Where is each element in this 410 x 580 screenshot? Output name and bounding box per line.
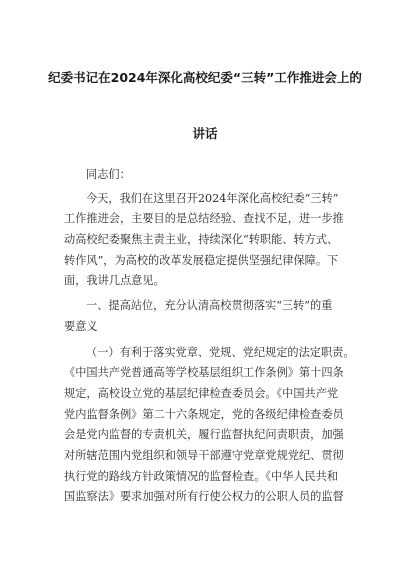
paragraph-1-line: 面，我讲几点意见。: [64, 274, 165, 287]
section-heading-line: 要意义: [64, 320, 98, 333]
document-title-line-2: 讲话: [192, 126, 218, 141]
document-title-line-1: 纪委书记在2024年深化高校纪委“三转”工作推进会上的: [48, 70, 362, 85]
paragraph-2-line: 《中国共产党普通高等学校基层组织工作条例》第十四条: [64, 366, 344, 379]
salutation: 同志们：: [86, 168, 131, 181]
paragraph-2-line: 会是党内监督的专责机关，履行监督执纪问责职责，加强: [64, 428, 344, 441]
paragraph-2-line: 执行党的路线方针政策情况的监督检查。《中华人民共和: [64, 470, 339, 483]
paragraph-1-line: 转作风”，为高校的改革发展稳定提供坚强纪律保障。下: [64, 254, 339, 267]
paragraph-1-line: 今天，我们在这里召开2024年深化高校纪委“三转”: [86, 192, 339, 205]
subsection-heading: （一）有利于落实党章、党规、党纪规定的法定职责。: [86, 346, 355, 359]
paragraph-2-line: 对所辖范围内党组织和领导干部遵守党章党规党纪、贯彻: [64, 449, 344, 462]
section-heading-line: 一、提高站位，充分认清高校贯彻落实“三转”的重: [86, 299, 333, 312]
paragraph-2-line: 规定，高校设立党的基层纪律检查委员会。《中国共产党: [64, 387, 339, 400]
paragraph-1-line: 工作推进会，主要目的是总结经验、查找不足，进一步推: [64, 212, 344, 225]
paragraph-2-line: 国监察法》要求加强对所有行使公权力的公职人员的监督: [64, 490, 344, 503]
paragraph-2-line: 党内监督条例》第二十六条规定，党的各级纪律检查委员: [64, 408, 344, 421]
paragraph-1-line: 动高校纪委聚焦主责主业，持续深化“转职能、转方式、: [64, 233, 339, 246]
